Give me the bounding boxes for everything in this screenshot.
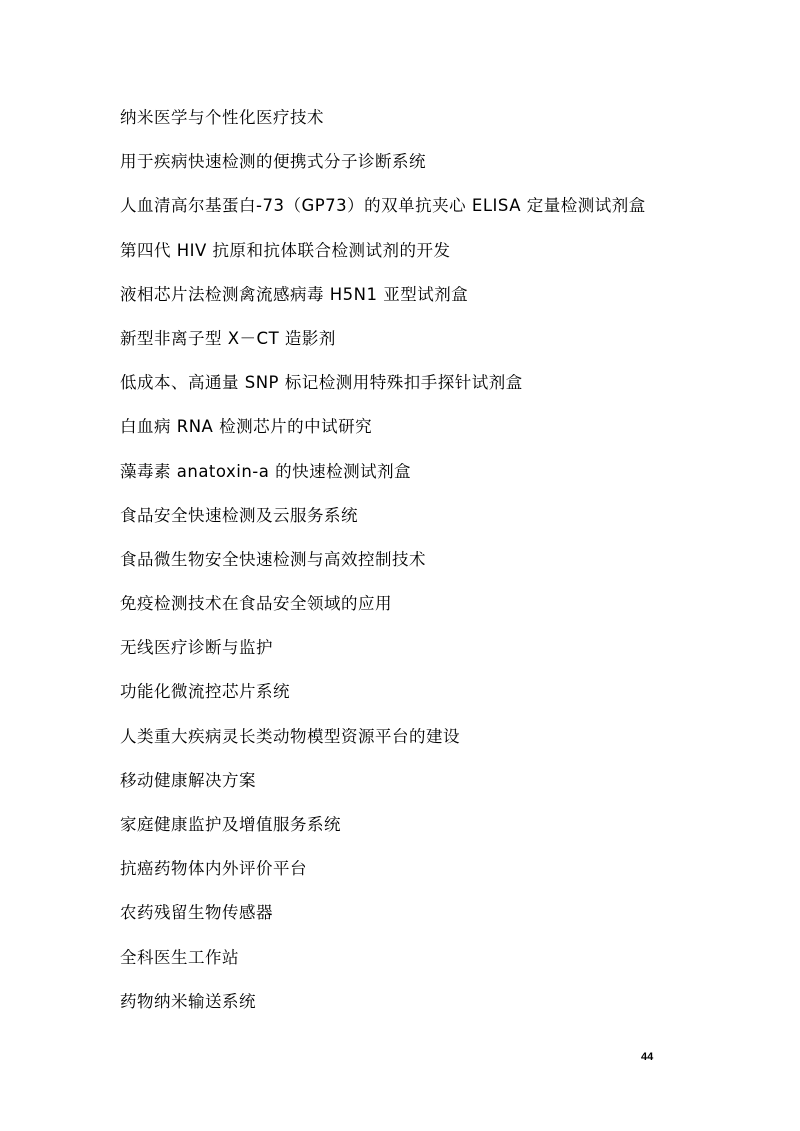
list-item: 全科医生工作站 <box>120 947 239 967</box>
list-item: 抗癌药物体内外评价平台 <box>120 859 307 879</box>
list-item: 人血清高尔基蛋白-73（GP73）的双单抗夹心 ELISA 定量检测试剂盒 <box>120 196 646 216</box>
list-item: 纳米医学与个性化医疗技术 <box>120 108 324 127</box>
list-item: 液相芯片法检测禽流感病毒 H5N1 亚型试剂盒 <box>120 284 469 304</box>
list-item: 移动健康解决方案 <box>120 770 256 790</box>
list-item: 食品安全快速检测及云服务系统 <box>120 505 358 525</box>
list-item: 农药残留生物传感器 <box>120 903 273 923</box>
list-item: 人类重大疾病灵长类动物模型资源平台的建设 <box>120 726 460 746</box>
list-item: 无线医疗诊断与监护 <box>120 638 273 658</box>
list-item: 功能化微流控芯片系统 <box>120 682 290 702</box>
list-item: 食品微生物安全快速检测与高效控制技术 <box>120 549 426 569</box>
page-number: 44 <box>641 1051 654 1063</box>
list-item: 第四代 HIV 抗原和抗体联合检测试剂的开发 <box>120 240 451 260</box>
list-item: 藻毒素 anatoxin-a 的快速检测试剂盒 <box>120 461 412 481</box>
project-list <box>120 105 646 1033</box>
list-item: 家庭健康监护及增值服务系统 <box>120 815 341 834</box>
list-item: 药物纳米输送系统 <box>120 991 256 1011</box>
list-item: 新型非离子型 X－CT 造影剂 <box>120 328 336 348</box>
list-item: 免疫检测技术在食品安全领域的应用 <box>120 594 392 614</box>
list-item: 白血病 RNA 检测芯片的中试研究 <box>120 417 373 437</box>
list-item: 低成本、高通量 SNP 标记检测用特殊扣手探针试剂盒 <box>120 373 523 393</box>
list-item: 用于疾病快速检测的便携式分子诊断系统 <box>120 152 426 172</box>
